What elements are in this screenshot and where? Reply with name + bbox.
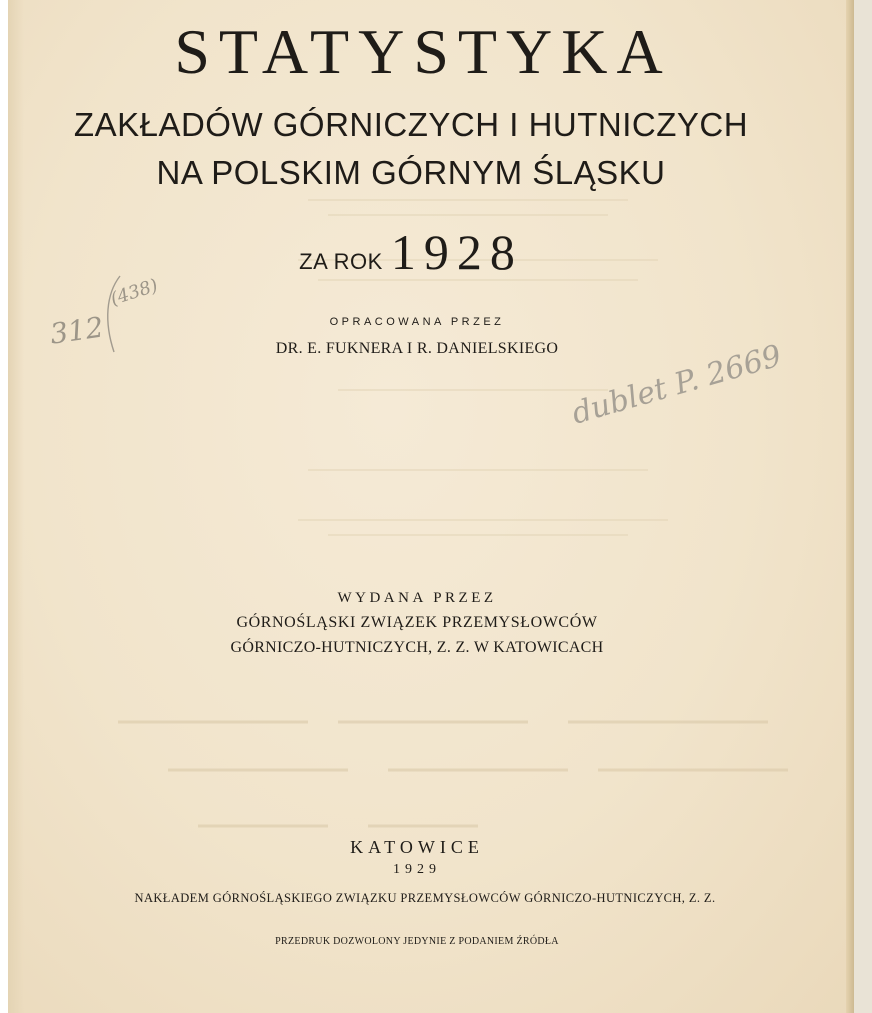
pencil-call-number-sub: (438) (108, 275, 161, 310)
publisher-line-1: GÓRNOŚLĄSKI ZWIĄZEK PRZEMYSŁOWCÓW (236, 614, 598, 631)
imprint-line: NAKŁADEM GÓRNOŚLĄSKIEGO ZWIĄZKU PRZEMYSŁOWCÓW GÓRNICZO-HUTNICZYCH, Z. Z. (134, 891, 716, 905)
year-value: 1928 (390, 224, 523, 280)
pencil-call-number: 312 (48, 310, 106, 351)
publication-place: KATOWICE (350, 837, 484, 857)
published-by-label: WYDANA PRZEZ (337, 590, 497, 606)
authors: DR. E. FUKNERA I R. DANIELSKIEGO (275, 340, 559, 357)
book-title: STATYSTYKA (174, 16, 672, 87)
reprint-notice: PRZEDRUK DOZWOLONY JEDYNIE Z PODANIEM ŹRÓDŁA (275, 936, 559, 947)
subtitle-line-1: ZAKŁADÓW GÓRNICZYCH I HUTNICZYCH (73, 106, 749, 143)
page-edge-shadow (846, 0, 854, 1013)
year-prefix: ZA ROK (299, 249, 383, 274)
publisher-line-2: GÓRNICZO-HUTNICZYCH, Z. Z. W KATOWICACH (230, 639, 604, 656)
pencil-bracket-mark (98, 270, 128, 360)
subtitle-line-2: NA POLSKIM GÓRNYM ŚLĄSKU (156, 154, 666, 191)
prepared-by-label: OPRACOWANA PRZEZ (329, 316, 505, 328)
paper-sheet (8, 0, 854, 1013)
scan-background-strip (854, 0, 872, 1013)
publication-year: 1929 (393, 862, 441, 877)
pencil-duplicate-note: dublet P. 2669 (568, 338, 786, 432)
